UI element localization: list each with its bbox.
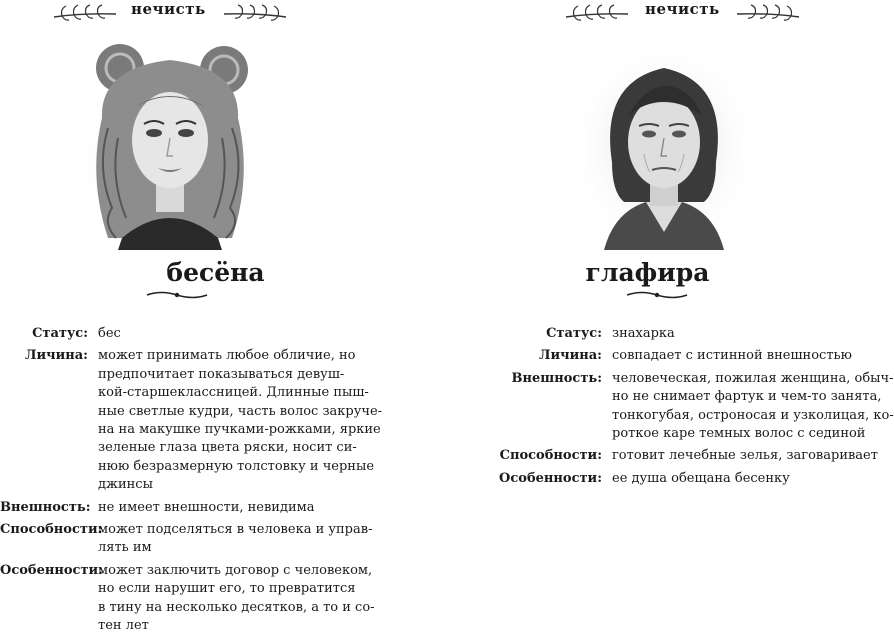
info-row xyxy=(0,325,431,343)
info-value-line: может подселяться в человека и управ- xyxy=(98,522,373,538)
character-name: бесёна xyxy=(166,258,265,287)
left-header xyxy=(0,0,431,24)
info-value-line: ее душа обещана бесенку xyxy=(612,470,790,486)
info-value-line: предпочитает показываться девуш- xyxy=(98,366,345,382)
info-value xyxy=(98,562,431,636)
info-value xyxy=(612,370,894,444)
info-value xyxy=(98,521,431,558)
laurel-right-icon xyxy=(222,3,288,23)
info-value-line: джинсы xyxy=(98,477,153,493)
info-key: Способности: xyxy=(0,522,103,538)
laurel-right-icon xyxy=(735,3,801,23)
flourish-icon xyxy=(145,289,209,301)
info-value-line: может заключить договор с человеком, xyxy=(98,562,373,578)
info-key: Внешность: xyxy=(511,370,602,386)
info-value-line: человеческая, пожилая женщина, обыч- xyxy=(612,370,894,386)
right-page xyxy=(432,0,894,632)
info-key: Личина: xyxy=(538,348,602,364)
info-value-line: может принимать любое обличие, но xyxy=(98,348,356,364)
info-row xyxy=(432,325,863,343)
info-value-line: тонкогубая, остроносая и узколицая, ко- xyxy=(612,407,894,423)
header-label: нечисть xyxy=(131,0,206,18)
info-key: Статус: xyxy=(32,326,88,341)
info-value xyxy=(612,447,878,465)
info-table xyxy=(432,325,894,492)
flourish-icon xyxy=(625,289,689,301)
info-value-line: но если нарушит его, то превратится xyxy=(98,581,356,597)
info-value-line: в тину на несколько десятков, а то и со- xyxy=(98,599,375,615)
info-key: Особенности: xyxy=(499,470,602,486)
info-value xyxy=(612,470,863,488)
info-value-line: совпадает с истинной внешностью xyxy=(612,348,852,364)
character-name: глафира xyxy=(585,258,710,287)
info-key: Особенности: xyxy=(0,562,103,578)
info-value-line: нюю безразмерную толстовку и черные xyxy=(98,458,375,474)
info-table xyxy=(0,325,431,640)
glafira-portrait xyxy=(574,42,752,250)
info-value xyxy=(612,347,863,365)
info-row xyxy=(432,470,863,488)
info-value xyxy=(98,499,431,517)
info-value-line: тен лет xyxy=(98,618,149,634)
info-value-line: зеленые глаза цвета ряски, носит си- xyxy=(98,440,357,456)
besyona-portrait xyxy=(82,38,258,250)
laurel-left-icon xyxy=(52,3,118,23)
info-row xyxy=(432,347,863,365)
header-label: нечисть xyxy=(645,0,720,18)
laurel-left-icon xyxy=(564,3,630,23)
info-value-line: готовит лечебные зелья, заговаривает xyxy=(612,448,878,464)
info-row xyxy=(0,347,431,494)
right-header xyxy=(432,0,863,24)
info-value-line: роткое каре темных волос с сединой xyxy=(612,426,866,442)
left-page xyxy=(0,0,431,632)
info-value-line: знахарка xyxy=(612,326,675,341)
info-value-line: лять им xyxy=(98,540,152,556)
info-value-line: на на макушке пучками-рожками, яркие xyxy=(98,422,381,438)
info-key: Статус: xyxy=(546,326,602,341)
info-value xyxy=(98,325,431,343)
info-key: Личина: xyxy=(24,348,88,364)
info-value-line: но не снимает фартук и чем-то занята, xyxy=(612,389,882,405)
info-value-line: кой-старшеклассницей. Длинные пыш- xyxy=(98,385,369,401)
info-row xyxy=(0,521,431,558)
info-key: Способности: xyxy=(499,448,602,464)
info-row xyxy=(432,447,878,465)
info-row xyxy=(432,370,894,444)
info-value-line: бес xyxy=(98,326,121,341)
info-value xyxy=(98,347,431,494)
info-value-line: ные светлые кудри, часть волос закруче- xyxy=(98,403,383,419)
info-key: Внешность: xyxy=(0,499,91,515)
info-row xyxy=(0,499,431,517)
info-value xyxy=(612,325,863,343)
info-value-line: не имеет внешности, невидима xyxy=(98,499,315,515)
info-row xyxy=(0,562,431,636)
